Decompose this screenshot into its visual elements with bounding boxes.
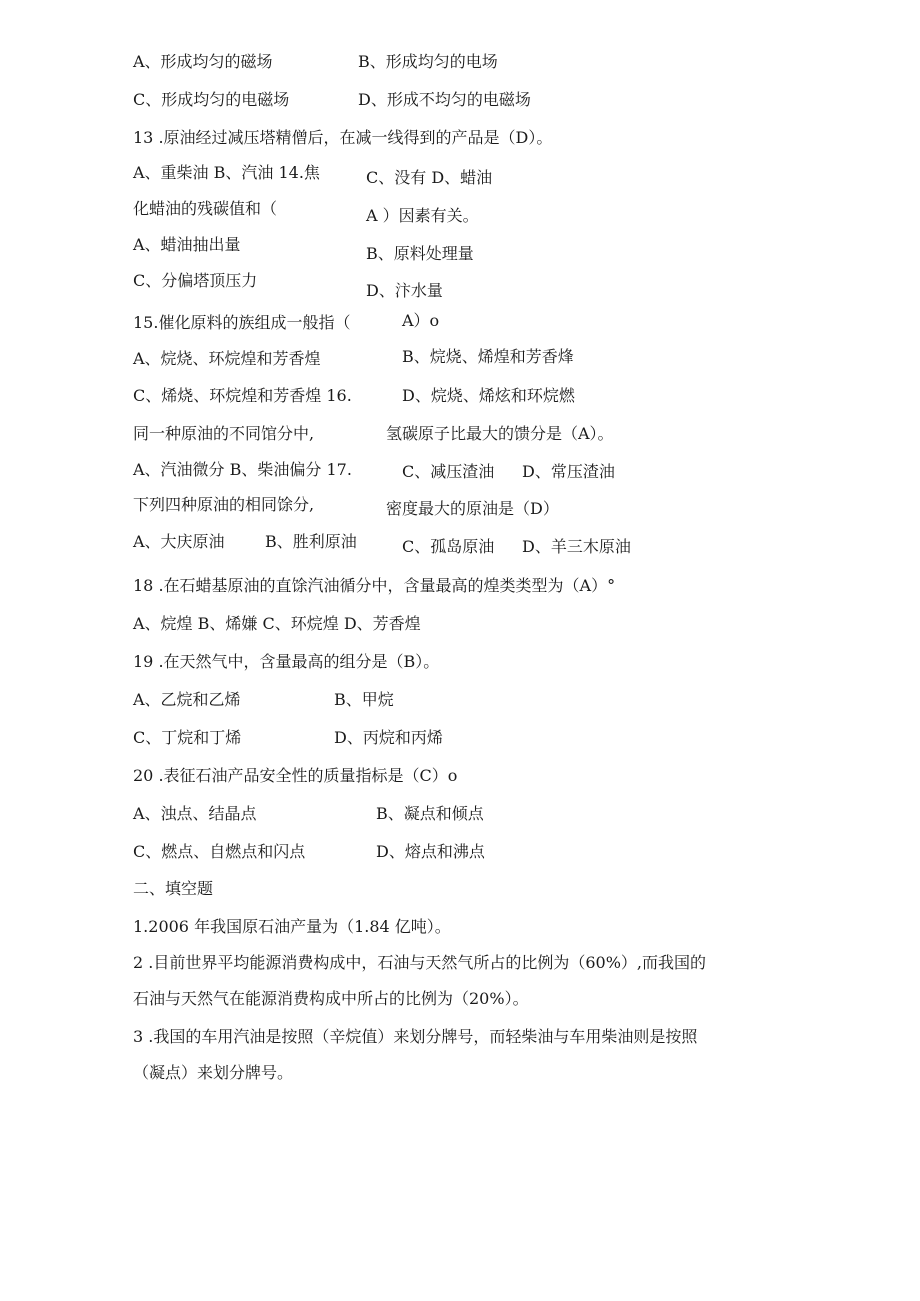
question-14-answer: A ）因素有关。 <box>366 206 479 225</box>
q20-option-d: D、熔点和沸点 <box>376 842 485 861</box>
q17-option-a: A、大庆原油 <box>133 532 225 551</box>
q18-options: A、烷煌 B、烯嫌 C、环烷煌 D、芳香煌 <box>133 614 421 633</box>
question-18: 18 .在石蜡基原油的直馀汽油循分中，含量最高的煌类类型为（A）° <box>133 576 616 595</box>
q15-option-b: B、烷烧、烯煌和芳香烽 <box>402 347 574 366</box>
q15-option-d: D、烷烧、烯炫和环烷燃 <box>402 386 575 405</box>
q19-option-c: C、丁烷和丁烯 <box>133 728 242 747</box>
q17-option-b: B、胜利原油 <box>265 532 357 551</box>
section-heading: 二、填空题 <box>133 879 214 898</box>
question-16-stem-end: 氢碳原子比最大的馈分是（A）。 <box>386 424 614 443</box>
q14-option-a: A、蜡油抽出量 <box>133 235 241 254</box>
q12-option-c: C、形成均匀的电磁场 <box>133 90 290 109</box>
q19-option-b: B、甲烷 <box>334 690 394 709</box>
question-14-stem: 化蜡油的残碳值和（ <box>133 199 278 218</box>
q16-option-c: C、减压渣油 <box>402 462 495 481</box>
question-17-stem: 下列四种原油的相同馀分, <box>133 495 315 514</box>
q15-option-c-q16-start: C、烯烧、环烷煌和芳香煌 16. <box>133 386 352 405</box>
fill-question-3: 3 .我国的车用汽油是按照（辛烷值）来划分牌号，而轻柴油与车用柴油则是按照 <box>133 1027 698 1046</box>
q16-options-ab-q17-start: A、汽油微分 B、柴油偏分 17. <box>133 460 352 479</box>
q20-option-a: A、浊点、结晶点 <box>133 804 257 823</box>
q20-option-c: C、燃点、自燃点和闪点 <box>133 842 306 861</box>
q20-option-b: B、凝点和倾点 <box>376 804 484 823</box>
q19-option-a: A、乙烷和乙烯 <box>133 690 241 709</box>
q12-option-a: A、形成均匀的磁场 <box>133 52 273 71</box>
q14-option-b: B、原料处理量 <box>366 244 474 263</box>
q13-options-cd: C、没有 D、蜡油 <box>366 168 493 187</box>
q17-option-c: C、孤岛原油 <box>402 537 495 556</box>
q12-option-d: D、形成不均匀的电磁场 <box>358 90 531 109</box>
q14-option-c: C、分偏塔顶压力 <box>133 271 258 290</box>
q15-option-a: A、烷烧、环烷煌和芳香煌 <box>133 349 321 368</box>
question-13: 13 .原油经过减压塔精僧后，在减一线得到的产品是（D）。 <box>133 128 553 147</box>
question-19: 19 .在天然气中，含量最高的组分是（B）。 <box>133 652 440 671</box>
question-20: 20 .表征石油产品安全性的质量指标是（C）o <box>133 766 458 785</box>
question-15-answer: A）o <box>402 311 440 330</box>
fill-question-1: 1.2006 年我国原石油产量为（1.84 亿吨）。 <box>133 917 451 936</box>
question-15: 15.催化原料的族组成一般指（ <box>133 313 351 332</box>
question-17-stem-end: 密度最大的原油是（D） <box>386 499 559 518</box>
q16-option-d: D、常压渣油 <box>522 462 615 481</box>
fill-question-3-cont: （凝点）来划分牌号。 <box>133 1063 294 1082</box>
q14-option-d: D、汴水量 <box>366 281 443 300</box>
fill-question-2-cont: 石油与天然气在能源消费构成中所占的比例为（20%）。 <box>133 989 529 1008</box>
fill-question-2: 2 .目前世界平均能源消费构成中，石油与天然气所占的比例为（60%）,而我国的 <box>133 953 707 972</box>
question-16-stem: 同一种原油的不同馆分中, <box>133 424 315 443</box>
q17-option-d: D、羊三木原油 <box>522 537 631 556</box>
q12-option-b: B、形成均匀的电场 <box>358 52 498 71</box>
q19-option-d: D、丙烷和丙烯 <box>334 728 443 747</box>
q13-options-ab-q14-start: A、重柴油 B、汽油 14.焦 <box>133 163 320 182</box>
